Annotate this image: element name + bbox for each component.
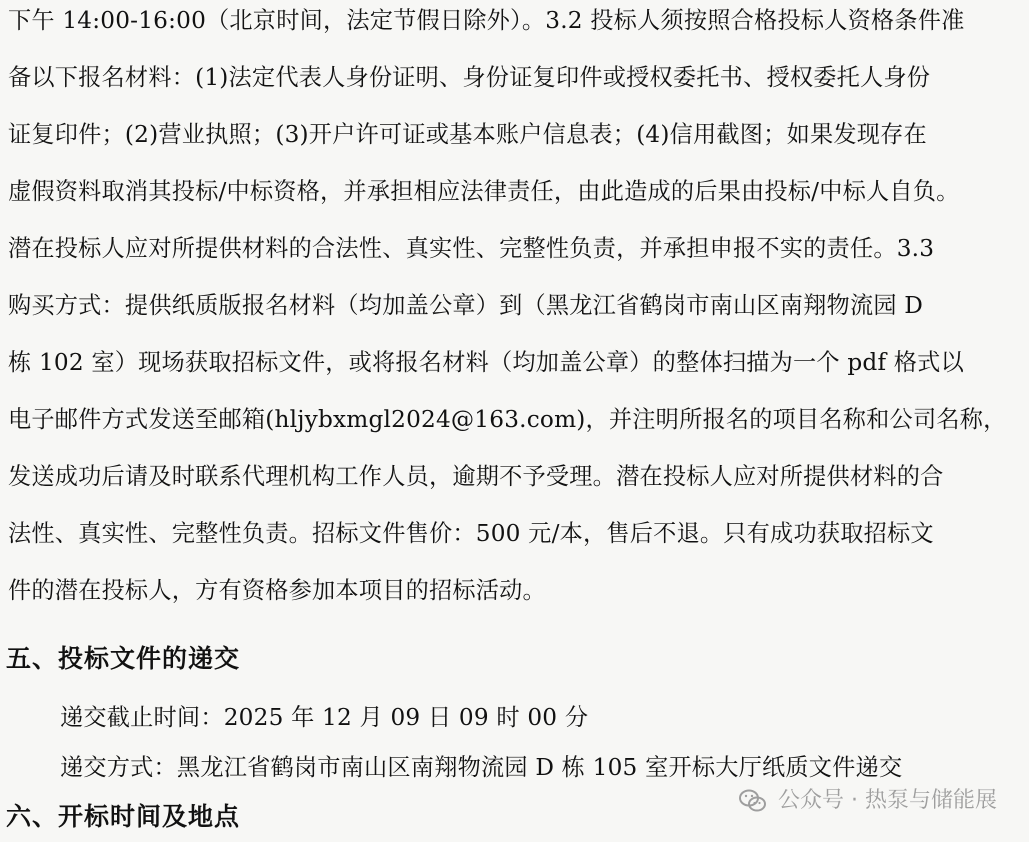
- text-line: 件的潜在投标人，方有资格参加本项目的招标活动。: [8, 577, 546, 604]
- text-line: 栋 102 室）现场获取招标文件，或将报名材料（均加盖公章）的整体扫描为一个 pdf 格式以: [8, 349, 964, 376]
- text-line: 潜在投标人应对所提供材料的合法性、真实性、完整性负责，并承担申报不实的责任。3.3: [8, 235, 935, 262]
- text-line: 购买方式：提供纸质版报名材料（均加盖公章）到（黑龙江省鹤岗市南山区南翔物流园 D: [8, 292, 924, 319]
- wechat-icon: [738, 786, 768, 816]
- submission-method-text: 递交方式：黑龙江省鹤岗市南山区南翔物流园 D 栋 105 室开标大厅纸质文件递交: [60, 754, 903, 781]
- text-line: 备以下报名材料：(1)法定代表人身份证明、身份证复印件或授权委托书、授权委托人身份: [8, 64, 931, 91]
- text-line: 虚假资料取消其投标/中标资格，并承担相应法律责任，由此造成的后果由投标/中标人自负。: [8, 178, 960, 205]
- text-line: 证复印件；(2)营业执照；(3)开户许可证或基本账户信息表；(4)信用截图；如果发现存在: [8, 121, 927, 148]
- text-line: 法性、真实性、完整性负责。招标文件售价：500 元/本，售后不退。只有成功获取招标文: [8, 520, 934, 547]
- section-heading: 六、开标时间及地点: [6, 802, 241, 831]
- watermark: [738, 786, 997, 816]
- text-line: 电子邮件方式发送至邮箱(hljybxmgl2024@163.com)，并注明所报名的项目名称和公司名称，: [8, 406, 1007, 433]
- watermark-text: 公众号 · 热泵与储能展: [778, 788, 997, 813]
- section-heading: 五、投标文件的递交: [6, 644, 241, 673]
- text-line: 发送成功后请及时联系代理机构工作人员，逾期不予受理。潜在投标人应对所提供材料的合: [8, 463, 944, 490]
- text-line: 下午 14:00-16:00（北京时间，法定节假日除外）。3.2 投标人须按照合格投标人资格条件准: [8, 7, 965, 34]
- deadline-text: 递交截止时间：2025 年 12 月 09 日 09 时 00 分: [60, 704, 589, 731]
